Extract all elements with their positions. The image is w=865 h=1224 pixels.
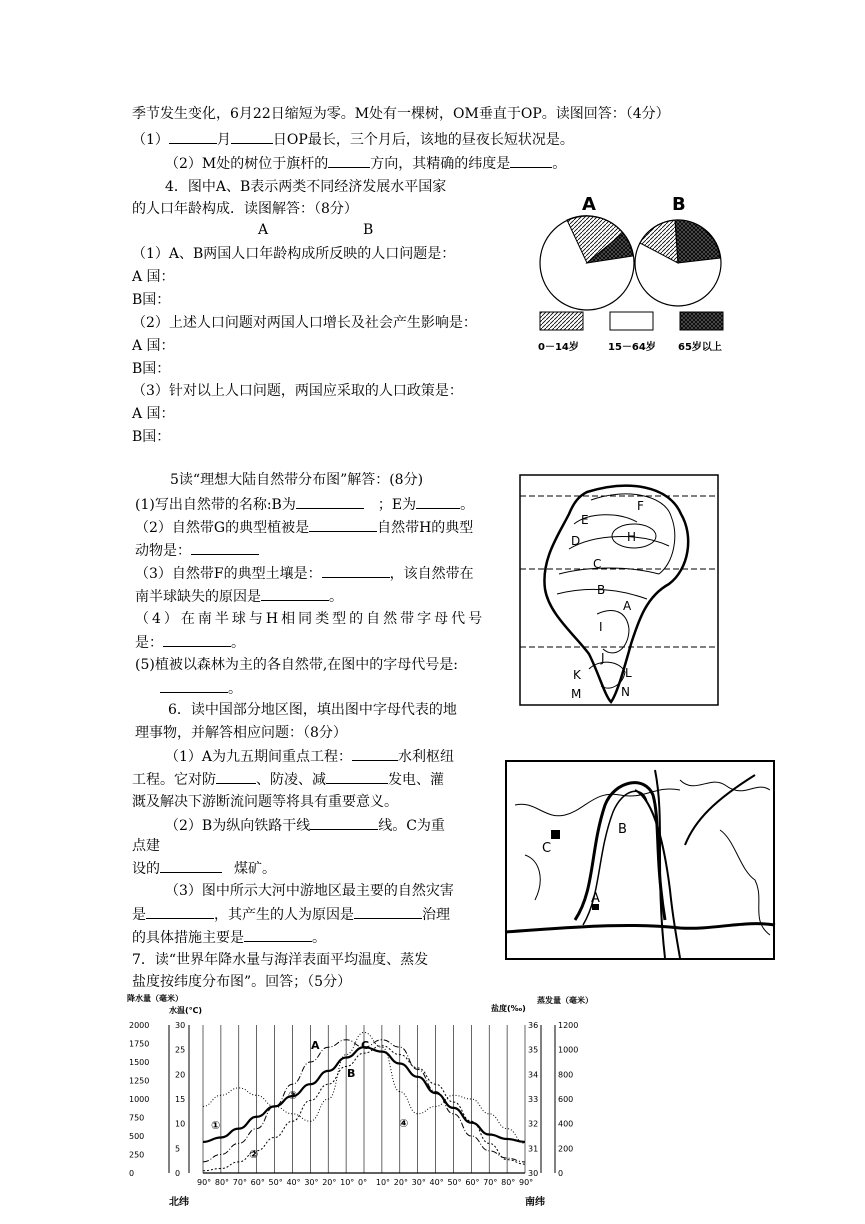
q3-p2-end: 。 xyxy=(552,156,567,172)
q6-b1-prefix: （2）B为纵向铁路干线 xyxy=(165,818,311,834)
evaporation-tick-label: 800 xyxy=(558,1070,574,1080)
q4-title-2: 的人口年龄构成．读图解答：（8分） xyxy=(132,201,358,217)
q5-line3 xyxy=(135,540,259,561)
zone-label-c: C xyxy=(593,557,602,571)
x-side-north: 北纬 xyxy=(169,1197,189,1208)
q4-label-b: B xyxy=(363,222,374,238)
q6-c-line1: （3）图中所示大河中游地区最主要的自然灾害 xyxy=(165,883,454,899)
precip-tick-label: 1750 xyxy=(129,1039,150,1049)
legend-label: 15－64岁 xyxy=(608,342,656,353)
temp-tick-label: 0 xyxy=(175,1169,181,1178)
q4-label-a: A xyxy=(258,222,269,238)
q4-sub3: （3）针对以上人口问题，两国应采取的人口政策是： xyxy=(132,383,463,399)
zone-label-e: E xyxy=(581,513,589,527)
x-side-south: 南纬 xyxy=(525,1197,545,1208)
x-tick-label: 50° xyxy=(447,1178,462,1187)
answer-blank[interactable] xyxy=(160,858,222,873)
q4-country-a: A 国： xyxy=(132,406,175,422)
zone-label-n: N xyxy=(621,685,630,699)
q5-l5-prefix: 南半球缺失的原因是 xyxy=(135,589,261,605)
curve-label-2: ② xyxy=(249,1148,259,1161)
answer-blank[interactable] xyxy=(310,815,378,830)
q5-l3-text: 动物是： xyxy=(135,543,191,559)
salinity-tick-label: 31 xyxy=(528,1144,539,1154)
q6-a2-end: 发电、灌 xyxy=(388,772,444,788)
x-tick-label: 90° xyxy=(519,1178,534,1187)
precip-tick-label: 1500 xyxy=(129,1058,150,1067)
q4-country-b: B国： xyxy=(132,429,171,445)
x-tick-label: 30° xyxy=(411,1178,426,1187)
x-tick-label: 10° xyxy=(340,1178,355,1187)
x-tick-label: 70° xyxy=(232,1178,247,1187)
answer-blank[interactable] xyxy=(328,153,370,168)
zone-label-a: A xyxy=(623,599,632,613)
answer-blank[interactable] xyxy=(216,769,256,784)
q5-l1-prefix: (1)写出自然带的名称:B为 xyxy=(135,497,296,513)
q5-l7-prefix: 是： xyxy=(135,635,163,651)
q6-c2-end: 治理 xyxy=(422,907,450,923)
q6-a-line1 xyxy=(165,746,454,767)
q6-title-1: 6．读中国部分地区图，填出图中字母代表的地 xyxy=(168,702,457,718)
legend-swatch-0-14 xyxy=(540,312,583,330)
temp-tick-label: 30 xyxy=(175,1021,186,1030)
q5-l2-suffix: 自然带H的典型 xyxy=(377,520,474,536)
x-tick-label: 40° xyxy=(286,1178,301,1187)
x-tick-label: 10° xyxy=(375,1178,391,1187)
x-tick-label: 70° xyxy=(483,1178,498,1187)
legend-label: 65岁以上 xyxy=(678,342,722,353)
zone-label-j: J xyxy=(601,651,605,665)
temp-tick-label: 20 xyxy=(175,1070,186,1080)
q3-part2 xyxy=(165,153,566,174)
answer-blank[interactable] xyxy=(169,129,217,144)
q5-l5-end: 。 xyxy=(329,589,343,605)
q6-a-line3: 溉及解决下游断流问题等将具有重要意义。 xyxy=(132,794,398,810)
q5-line5 xyxy=(135,586,343,607)
answer-blank[interactable] xyxy=(510,153,552,168)
answer-blank[interactable] xyxy=(354,904,422,919)
precip-tick-label: 250 xyxy=(129,1150,145,1160)
q6-b3-suffix: 煤矿。 xyxy=(234,861,276,877)
zone-label-k: K xyxy=(573,668,581,682)
q6-c-line2 xyxy=(132,904,450,925)
pie-chart-b xyxy=(635,220,721,306)
q6-title-2: 理事物，并解答相应问题：（8分） xyxy=(135,725,347,741)
q6-b-line2: 点建 xyxy=(132,838,160,854)
q5-line4 xyxy=(135,563,474,584)
q4-country-b: B国： xyxy=(132,361,171,377)
answer-blank[interactable] xyxy=(244,927,312,942)
q5-l7-end: 。 xyxy=(231,635,245,651)
q3-p1-prefix: （1） xyxy=(132,132,169,148)
x-tick-label: 0° xyxy=(358,1178,368,1187)
population-pie-figure xyxy=(530,188,735,358)
axis-label-water-temp: 水温(℃) xyxy=(169,1006,202,1015)
curve-label-a: A xyxy=(311,1039,320,1052)
evaporation-tick-label: 0 xyxy=(558,1169,564,1178)
answer-blank[interactable] xyxy=(326,769,388,784)
legend-swatch-15-64 xyxy=(610,312,653,330)
q5-line9 xyxy=(160,678,242,699)
x-tick-label: 60° xyxy=(465,1178,480,1187)
precip-tick-label: 500 xyxy=(129,1132,145,1141)
answer-blank[interactable] xyxy=(261,586,329,601)
salinity-tick-label: 32 xyxy=(528,1119,539,1129)
pie-chart-a xyxy=(540,216,634,310)
axis-label-evaporation: 蒸发量（毫米） xyxy=(537,996,593,1005)
q5-l1-mid: ；E为 xyxy=(377,497,417,513)
curve-label-b: B xyxy=(347,1067,356,1080)
q6-b-line1 xyxy=(165,815,445,836)
salinity-tick-label: 34 xyxy=(528,1070,539,1080)
pie-a-label: A xyxy=(582,194,596,215)
answer-blank[interactable] xyxy=(416,494,460,509)
answer-blank[interactable] xyxy=(352,746,398,761)
q4-title-1: 4．图中A、B表示两类不同经济发展水平国家 xyxy=(165,179,447,195)
q6-c-line3 xyxy=(132,927,326,948)
precip-tick-label: 750 xyxy=(129,1113,145,1123)
x-tick-label: 40° xyxy=(429,1178,444,1187)
zone-label-l: L xyxy=(625,666,632,680)
legend-swatch-65-plus xyxy=(680,312,723,330)
pie-b-label: B xyxy=(672,194,686,215)
temp-tick-label: 5 xyxy=(175,1144,181,1154)
q3-p2-mid: 方向，其精确的纬度是 xyxy=(370,156,511,172)
q7-title-1: 7．读“世界年降水量与海洋表面平均温度、蒸发 xyxy=(132,952,429,968)
answer-blank[interactable] xyxy=(160,678,228,693)
temp-tick-label: 10 xyxy=(175,1119,186,1129)
q6-a2-mid: 、防凌、减 xyxy=(256,772,326,788)
q3-p2-prefix: （2）M处的树位于旗杆的 xyxy=(165,156,329,172)
q6-c3-prefix: 的具体措施主要是 xyxy=(132,930,244,946)
curve-label-4: ④ xyxy=(399,1117,409,1130)
precip-tick-label: 2000 xyxy=(129,1021,150,1030)
x-tick-label: 20° xyxy=(393,1178,408,1187)
curve-label-3: ③ xyxy=(288,1089,298,1102)
q5-l1-end: 。 xyxy=(460,497,475,513)
ideal-continent-map xyxy=(519,474,719,706)
q6-c2-mid: ，其产生的人为原因是 xyxy=(214,907,354,923)
latitude-distribution-chart xyxy=(125,993,593,1208)
q6-c2-prefix: 是 xyxy=(132,907,146,923)
precip-tick-label: 1250 xyxy=(129,1076,150,1086)
temp-tick-label: 15 xyxy=(175,1095,186,1104)
x-tick-label: 30° xyxy=(304,1178,319,1187)
q5-line6: （4）在南半球与H相同类型的自然带字母代号 xyxy=(135,611,486,627)
salinity-tick-label: 30 xyxy=(528,1169,539,1178)
q6-b3-prefix: 设的 xyxy=(132,861,160,877)
q6-a1-suffix: 水利枢纽 xyxy=(398,749,455,765)
x-tick-label: 20° xyxy=(322,1178,337,1187)
curve-label-1: ① xyxy=(211,1119,221,1132)
zone-label-m: M xyxy=(571,687,582,701)
axis-label-precipitation: 降水量（毫米） xyxy=(127,994,183,1003)
q5-l4-suffix: ，该自然带在 xyxy=(389,566,474,582)
q5-l9-end: 。 xyxy=(228,681,242,697)
q3-part1 xyxy=(132,129,574,150)
x-tick-label: 60° xyxy=(250,1178,265,1187)
evaporation-tick-label: 400 xyxy=(558,1119,574,1129)
q6-b-line3 xyxy=(132,858,276,879)
q4-country-a: A 国： xyxy=(132,269,175,285)
zone-label-h: H xyxy=(627,530,637,544)
map-label-b: B xyxy=(618,822,627,837)
q5-l2-prefix: （2）自然带G的典型植被是 xyxy=(135,520,310,536)
q6-a2-prefix: 工程。它对防 xyxy=(132,772,216,788)
q4-country-b: B国： xyxy=(132,292,171,308)
axis-label-salinity: 盐度(‰) xyxy=(491,1004,526,1013)
zone-label-f: F xyxy=(637,499,644,513)
evaporation-tick-label: 1000 xyxy=(558,1045,579,1055)
q6-a1-prefix: （1）A为九五期间重点工程： xyxy=(165,749,353,765)
zone-label-b: B xyxy=(597,583,606,597)
q5-line8: (5)植被以森林为主的各自然带,在图中的字母代号是: xyxy=(135,657,458,673)
x-tick-label: 80° xyxy=(214,1178,230,1187)
q7-title-2: 盐度按纬度分布图”。回答；（5分） xyxy=(132,974,352,990)
coal-mine-marker xyxy=(551,830,560,839)
salinity-tick-label: 36 xyxy=(528,1021,539,1030)
q5-l4-prefix: （3）自然带F的典型土壤是： xyxy=(135,566,322,582)
map-label-c: C xyxy=(542,841,552,856)
curve-label-c: C xyxy=(361,1039,370,1052)
q6-c3-end: 。 xyxy=(312,930,326,946)
zone-label-d: D xyxy=(571,534,581,548)
q6-a-line2 xyxy=(132,769,444,790)
zone-label-i: I xyxy=(599,620,603,634)
answer-blank[interactable] xyxy=(309,517,377,532)
x-tick-label: 80° xyxy=(501,1178,516,1187)
evaporation-tick-label: 1200 xyxy=(558,1021,579,1030)
evaporation-tick-label: 200 xyxy=(558,1144,574,1154)
answer-blank[interactable] xyxy=(191,540,259,555)
answer-blank[interactable] xyxy=(322,563,390,578)
q5-title: 5读“理想大陆自然带分布图”解答：(8分) xyxy=(170,472,424,488)
answer-blank[interactable] xyxy=(146,904,214,919)
q3-p1-month: 月 xyxy=(216,132,231,148)
answer-blank[interactable] xyxy=(163,632,231,647)
china-region-map xyxy=(505,760,775,960)
map-label-a: A xyxy=(591,891,600,906)
precip-tick-label: 1000 xyxy=(129,1095,150,1104)
q4-country-a: A 国： xyxy=(132,338,175,354)
q4-sub2: （2）上述人口问题对两国人口增长及社会产生影响是： xyxy=(132,315,477,331)
salinity-tick-label: 35 xyxy=(528,1045,539,1055)
salinity-tick-label: 33 xyxy=(528,1095,539,1104)
precip-tick-label: 0 xyxy=(129,1169,135,1178)
x-tick-label: 50° xyxy=(268,1178,283,1187)
answer-blank[interactable] xyxy=(231,129,273,144)
x-tick-label: 90° xyxy=(197,1178,212,1187)
q5-line7 xyxy=(135,632,245,653)
q3-intro: 季节发生变化，6月22日缩短为零。M处有一棵树，OM垂直于OP。读图回答：（4分） xyxy=(132,106,670,122)
temp-tick-label: 25 xyxy=(175,1045,186,1055)
q6-b1-suffix: 线。C为重 xyxy=(378,818,445,834)
evaporation-tick-label: 600 xyxy=(558,1095,574,1104)
q4-sub1: （1）A、B两国人口年龄构成所反映的人口问题是： xyxy=(132,246,456,262)
q3-p1-suffix: 日OP最长，三个月后，该地的昼夜长短状况是。 xyxy=(272,132,574,148)
q5-line2 xyxy=(135,517,473,538)
answer-blank[interactable] xyxy=(296,494,364,509)
legend-label: 0－14岁 xyxy=(538,342,579,353)
q5-line1 xyxy=(135,494,474,515)
